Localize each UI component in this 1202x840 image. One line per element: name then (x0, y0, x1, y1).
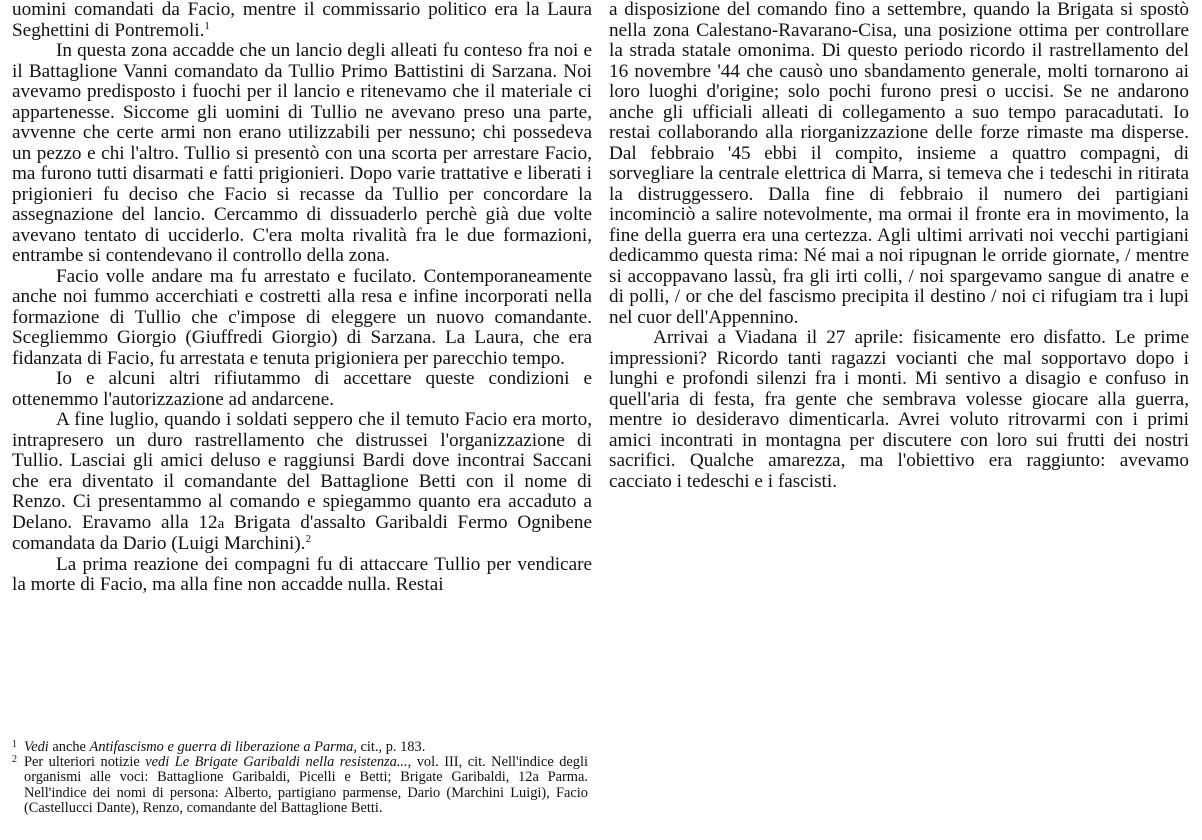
footnote-text: , cit., p. 183. (353, 739, 426, 755)
left-column (12, 0, 592, 596)
ordinal-suffix: a (217, 515, 225, 532)
footnote-mark: 2 (12, 754, 17, 766)
paragraph-viadana: Arrivai a Viadana il 27 aprile: fisicamente ero disfatto. Le prime impressioni? Ricordo tanti ragazzi vocianti che mal sopportavo dopo i lunghi e profondi silenzi fra i monti. Mi sentivo a disagio e confuso in quell'aria di festa, fra gente che sembrava volesse giocare alla guerra, mentre io desideravo dimenticarla. Avrei voluto ritrovarmi con i primi amici incontrati in montagna per discutere con loro sui frutti dei nostri sacrifici. Qualche amarezza, ma l'obiettivo era raggiunto: avevamo cacciato i tedeschi e i fascisti. (609, 327, 1189, 492)
paragraph-1 (12, 0, 592, 41)
footnote-1 (12, 740, 588, 755)
paragraph-text: A fine luglio, quando i soldati seppero che il temuto Facio era morto, intrapresero un duro rastrellamento che distrussei l'organizzazione di Tullio. Lasciai gli amici deluso e raggiunsi Bardi dove incontrai Saccani che era diventato il comandante del Battaglione Betti con il nome di Renzo. Ci presentammo al comando e spiegammo quanto era accaduto a Delano. Eravamo alla 12 (12, 409, 592, 533)
footnote-text: anche (48, 739, 90, 755)
footnote-mark: 1 (12, 739, 17, 750)
paragraph-continued: a disposizione del comando fino a settembre, quando la Brigata si spostò nella zona Calestano-Ravarano-Cisa, una posizione ottima per controllare la strada statale omonima. Di questo periodo ricordo il rastrellamento del 16 novembre '44 che causò uno sbandamento generale, molti tornarono ai loro luoghi d'origine; solo pochi furono presi o uccisi. Se ne andarono anche gli ufficiali alleati di collegamento a suo tempo paracadutati. Io restai collaborando alla riorganizzazione delle forze rimaste ma disperse. Dal febbraio '45 ebbi il compito, insieme a quattro compagni, di sorvegliare la centrale elettrica di Marra, si temeva che i tedeschi in ritirata la distruggessero. Dalla fine di febbraio il numero dei partigiani incominciò a salire notevolmente, ma ormai il fronte era in movimento, la fine della guerra era una certezza. Agli ultimi arrivati noi vecchi partigiani dedicammo questa rima: Né mai a noi ripugnan le orride giornate, / mentre si accoppavano lassù, fra gli irti colli, / noi spargevamo sangue di anatre e di polli, / or che del fascismo precipita il destino / noi ci rifugiam tra i lupi nel cuor dell'Appennino. (609, 0, 1189, 328)
paragraph-text: Brigata d'assalto Garibaldi Fermo Ognibene comandata da Dario (Luigi Marchini). (12, 511, 592, 554)
paragraph-2: In questa zona accadde che un lancio degli alleati fu conteso fra noi e il Battaglione Vanni comandato da Tullio Primo Battistini di Sarzana. Noi avevamo predisposto i fuochi per il lancio e ritenevamo che il materiale ci appartenesse. Siccome gli uomini di Tullio ne avevano preso una parte, avvenne che certe armi non erano utilizzabili per nessuno; chi possedeva un pezzo e chi l'altro. Tullio si presentò con una scorta per arrestare Facio, ma furono tutti disarmati e fatti prigionieri. Dopo varie trattative e liberati i prigionieri fu deciso che Facio si recasse da Tullio per concordare la assegnazione del lancio. Cercammo di dissuaderlo perchè già due volte avevano tentato di ucciderlo. C'era molta rivalità fra le due formazioni, entrambe si contendevano il controllo della zona. (12, 40, 592, 266)
paragraph-6: La prima reazione dei compagni fu di attaccare Tullio per vendicare la morte di Facio, ma alla fine non accadde nulla. Restai (12, 553, 592, 595)
footnote-italic: Vedi (24, 739, 49, 755)
paragraph-text: uomini comandati da Facio, mentre il commissario politico era la Laura Seghettini di Pontremoli. (12, 0, 592, 41)
paragraph-3: Facio volle andare ma fu arrestato e fucilato. Contemporaneamente anche noi fummo accerchiati e costretti alla resa e infine incorporati nella formazione di Tullio che c'impose di eleggere un nuovo comandante. Scegliemmo Giorgio (Giuffredi Giorgio) di Sarzana. La Laura, che era fidanzata di Facio, fu arrestata e tenuta prigioniera per parecchio tempo. (12, 265, 592, 369)
right-column (609, 0, 1189, 492)
footnote-text: Per ulteriori notizie (24, 754, 146, 771)
footnote-text: , vol. III, cit. Nell'indice degli organismi alle voci: Battaglione Garibaldi, Picelli e Betti; Brigate Garibaldi, 12a Parma. Nell'indice dei nomi di persona: Alberto, partigiano parmense, Dario (Marchini Luigi), Facio (Castellucci Dante), Renzo, comandante del Battaglione Betti. (24, 754, 588, 816)
footnotes (12, 740, 588, 816)
paragraph-4: Io e alcuni altri rifiutammo di accettare queste condizioni e ottenemmo l'autorizzazione ad andarcene. (12, 368, 592, 410)
paragraph-5 (12, 410, 592, 555)
footnote-book-title: Antifascismo e guerra di liberazione a Parma (89, 739, 354, 755)
footnote-book-title: vedi Le Brigate Garibaldi nella resistenza... (145, 754, 408, 771)
footnote-2 (12, 755, 588, 816)
footnote-ref-1: 1 (204, 19, 210, 32)
footnote-ref-2: 2 (305, 533, 312, 545)
